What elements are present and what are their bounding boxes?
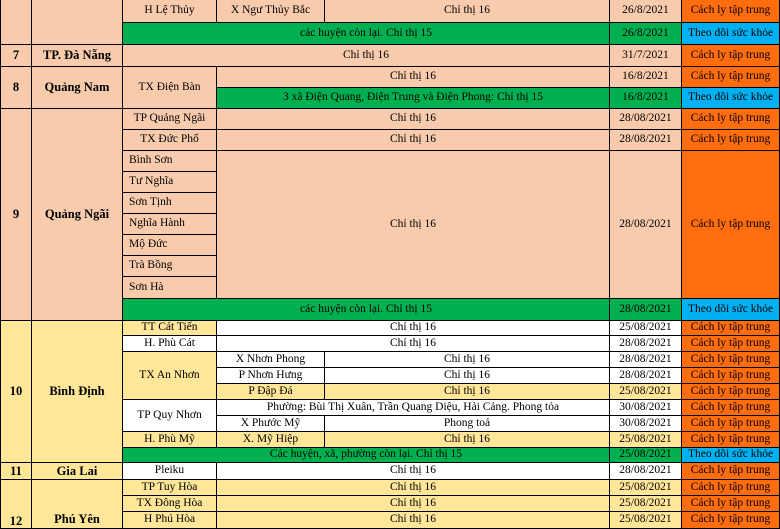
district-cell: TP Quy Nhơn <box>122 399 217 432</box>
directive-cell: Chỉ thị 16 <box>324 383 610 400</box>
date-cell: 25/08/2021 <box>609 320 682 336</box>
directive-cell: Chỉ thị 16 <box>216 495 610 512</box>
date-cell: 25/08/2021 <box>609 479 682 496</box>
province-cell: Bình Định <box>31 320 123 463</box>
province-cell: Phú Yên <box>31 479 123 529</box>
remaining-communes-cell: Các huyện, xã, phường còn lại. Chỉ thị 15 <box>122 447 610 463</box>
district-cell: Sơn Hà <box>122 276 217 299</box>
date-cell: 30/08/2021 <box>609 415 682 432</box>
date-cell: 28/08/2021 <box>609 335 682 352</box>
district-cell: TX An Nhơn <box>122 351 217 400</box>
measure-cell: Cách ly tập trung <box>681 479 780 496</box>
district-cell: TT Cát Tiến <box>122 320 217 336</box>
measure-cell: Cách ly tập trung <box>681 431 780 448</box>
remaining-districts-cell: các huyện còn lại. Chỉ thị 15 <box>122 298 610 321</box>
date-cell: 28/08/2021 <box>609 367 682 384</box>
district-cell: TP Quảng Ngãi <box>122 108 217 130</box>
commune-cell: X Phước Mỹ <box>216 415 325 432</box>
district-cell: Mộ Đức <box>122 234 217 256</box>
district-cell: Nghĩa Hành <box>122 213 217 235</box>
no-cell: 8 <box>0 66 32 109</box>
district-cell: H. Phù Mỹ <box>122 431 217 448</box>
date-cell: 25/08/2021 <box>609 447 682 463</box>
date-cell: 31/7/2021 <box>609 44 682 67</box>
directive-cell: Chỉ thị 16 <box>324 367 610 384</box>
district-cell: Trà Bồng <box>122 255 217 277</box>
directive-cell: Chỉ thị 16 <box>122 44 610 67</box>
district-cell: H. Phù Cát <box>122 335 217 352</box>
province-cell: TP. Đà Nẵng <box>31 44 123 67</box>
district-cell: Tư Nghĩa <box>122 171 217 193</box>
directive-cell: Phường: Bùi Thị Xuân, Trần Quang Diệu, Hải Cảng. Phong tỏa <box>216 399 610 416</box>
measure-cell: Cách ly tập trung <box>681 399 780 416</box>
directive-cell: Chỉ thị 16 <box>216 511 610 529</box>
commune-cell: X Ngư Thủy Bắc <box>216 0 325 23</box>
district-cell: H Phú Hòa <box>122 511 217 529</box>
date-cell: 25/08/2021 <box>609 431 682 448</box>
directive-cell: Chỉ thị 16 <box>216 66 610 88</box>
date-cell: 25/08/2021 <box>609 511 682 529</box>
measure-cell: Cách ly tập trung <box>681 335 780 352</box>
measure-cell: Cách ly tập trung <box>681 108 780 130</box>
province-cell: Gia Lai <box>31 462 123 480</box>
date-cell: 28/08/2021 <box>609 298 682 321</box>
measure-cell: Cách ly tập trung <box>681 0 780 23</box>
district-cell: TX Đức Phổ <box>122 129 217 151</box>
no-cell: 7 <box>0 44 32 67</box>
directive-cell: Chỉ thị 16 <box>216 320 610 336</box>
district-cell: Bình Sơn <box>122 150 217 172</box>
remaining-districts-cell: các huyện còn lại. Chỉ thị 15 <box>122 22 610 45</box>
measure-cell: Theo dõi sức khỏe <box>681 447 780 463</box>
district-cell: H Lệ Thủy <box>122 0 217 23</box>
measure-cell: Cách ly tập trung <box>681 44 780 67</box>
no-cell: 9 <box>0 108 32 321</box>
measure-cell: Theo dõi sức khỏe <box>681 22 780 45</box>
directive-cell: Chỉ thị 16 <box>324 351 610 368</box>
date-cell: 16/8/2021 <box>609 66 682 88</box>
directive-cell: Chỉ thị 16 <box>324 0 610 23</box>
directive-cell: Chỉ thị 16 <box>216 462 610 480</box>
directive-cell: Chỉ thị 16 <box>216 479 610 496</box>
commune-cell: X Nhơn Phong <box>216 351 325 368</box>
no-cell: 11 <box>0 462 32 480</box>
date-cell: 26/8/2021 <box>609 22 682 45</box>
directive-cell: Chỉ thị 16 <box>216 129 610 151</box>
district-cell: Pleiku <box>122 462 217 480</box>
no-cell: 10 <box>0 320 32 463</box>
date-cell: 25/08/2021 <box>609 383 682 400</box>
district-cell: TP Tuy Hòa <box>122 479 217 496</box>
measure-cell: Cách ly tập trung <box>681 462 780 480</box>
measure-cell: Cách ly tập trung <box>681 320 780 336</box>
date-cell: 26/8/2021 <box>609 0 682 23</box>
district-cell: TX Đông Hòa <box>122 495 217 512</box>
measure-cell: Cách ly tập trung <box>681 383 780 400</box>
province-cell-empty <box>31 0 123 45</box>
measure-cell: Cách ly tập trung <box>681 511 780 529</box>
date-cell: 30/08/2021 <box>609 399 682 416</box>
no-cell: 12 <box>0 479 32 529</box>
measure-cell: Cách ly tập trung <box>681 66 780 88</box>
commune-cell: X. Mỹ Hiệp <box>216 431 325 448</box>
directive-cell: Chỉ thị 16 <box>216 150 610 299</box>
measure-cell: Cách ly tập trung <box>681 495 780 512</box>
province-cell: Quảng Nam <box>31 66 123 109</box>
directive-cell: Phong toả <box>324 415 610 432</box>
district-cell: TX Điện Bàn <box>122 66 217 109</box>
measure-cell: Cách ly tập trung <box>681 367 780 384</box>
commune-cell: P Nhơn Hưng <box>216 367 325 384</box>
directive-cell: Chỉ thị 16 <box>324 431 610 448</box>
date-cell: 25/08/2021 <box>609 495 682 512</box>
date-cell: 28/08/2021 <box>609 351 682 368</box>
district-cell: Sơn Tịnh <box>122 192 217 214</box>
measure-cell: Cách ly tập trung <box>681 351 780 368</box>
commune-cell: P Đập Đá <box>216 383 325 400</box>
measure-cell: Cách ly tập trung <box>681 150 780 299</box>
measure-cell: Theo dõi sức khỏe <box>681 87 780 109</box>
date-cell: 28/08/2021 <box>609 108 682 130</box>
directive-cell: Chỉ thị 16 <box>216 108 610 130</box>
date-cell: 28/08/2021 <box>609 129 682 151</box>
directive-cell: Chỉ thị 16 <box>216 335 610 352</box>
date-cell: 16/8/2021 <box>609 87 682 109</box>
remaining-communes-cell: 3 xã Điện Quang, Điện Trung và Điện Phong: Chỉ thị 15 <box>216 87 610 109</box>
measure-cell: Theo dõi sức khỏe <box>681 298 780 321</box>
date-cell: 28/08/2021 <box>609 462 682 480</box>
province-cell: Quảng Ngãi <box>31 108 123 321</box>
measure-cell: Cách ly tập trung <box>681 129 780 151</box>
measure-cell: Cách ly tập trung <box>681 415 780 432</box>
date-cell: 28/08/2021 <box>609 150 682 299</box>
no-cell-empty <box>0 0 32 45</box>
